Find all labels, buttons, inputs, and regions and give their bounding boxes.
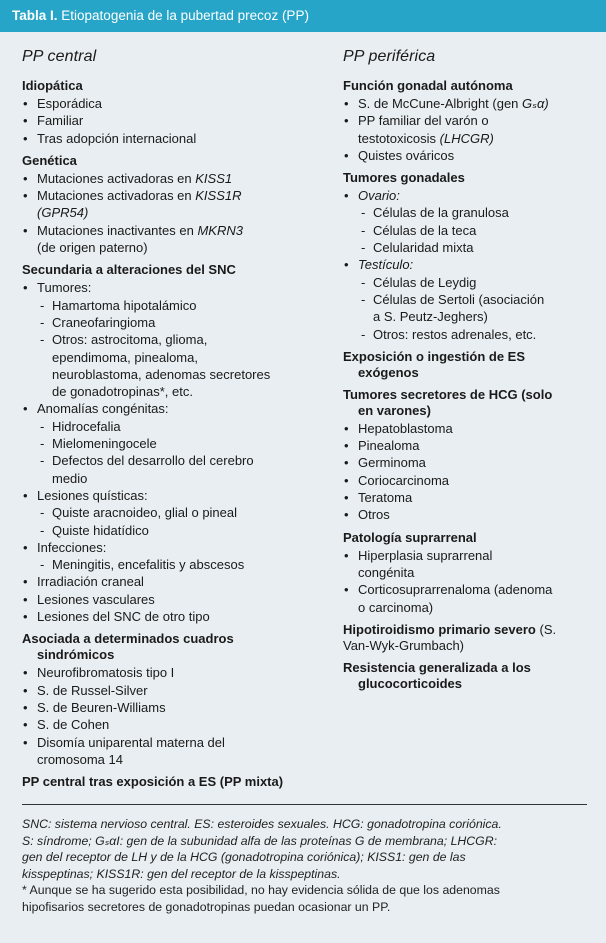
item-list bbox=[22, 170, 322, 256]
list-item: • PP familiar del varón o bbox=[343, 112, 598, 129]
list-item: ependimoma, pinealoma, bbox=[52, 349, 198, 365]
section bbox=[22, 631, 322, 768]
column-title: PP central bbox=[22, 48, 97, 65]
section bbox=[343, 660, 598, 692]
footnote-line: * Aunque se ha sugerido esta posibilidad, no hay evidencia sólida de que los adenomas bbox=[22, 883, 500, 897]
list-item bbox=[343, 256, 598, 273]
list-item: • S. de Beuren-Williams bbox=[22, 699, 322, 716]
section-heading-line: Exposición o ingestión de ES bbox=[343, 348, 526, 364]
list-item: • Tumores: bbox=[22, 279, 322, 296]
section-heading-line: Idiopática bbox=[22, 78, 83, 93]
italic-term: Gₛα) bbox=[522, 96, 549, 111]
section bbox=[343, 622, 598, 654]
item-list bbox=[22, 664, 322, 768]
list-item: • Germinoma bbox=[343, 454, 598, 471]
footnote bbox=[22, 882, 588, 915]
list-item: testotoxicosis (LHCGR) bbox=[358, 130, 494, 146]
list-item: • S. de Cohen bbox=[22, 716, 322, 733]
column-pp-central bbox=[22, 32, 322, 796]
italic-term: Ovario: bbox=[358, 188, 400, 204]
table-columns bbox=[0, 32, 606, 792]
section-heading bbox=[22, 631, 322, 663]
abbreviation-line: S: síndrome; GₛαI: gen de la subunidad alfa de las proteínas G de membrana; LHCGR: bbox=[22, 833, 498, 848]
abbreviation-line: gen del receptor de LH y de la HCG (gonadotropina coriónica); KISS1: gen de las bbox=[22, 850, 466, 864]
section-heading bbox=[343, 170, 598, 186]
list-item: medio bbox=[52, 470, 88, 486]
list-item: • Neurofibromatosis tipo I bbox=[22, 664, 322, 681]
section-heading-extra: Van-Wyk-Grumbach) bbox=[343, 637, 464, 653]
sections-left bbox=[22, 78, 322, 790]
section-heading-line: exógenos bbox=[358, 364, 419, 380]
section bbox=[343, 78, 598, 164]
list-item: • Irradiación craneal bbox=[22, 573, 322, 590]
abbreviation-line: kisspeptinas; KISS1R: gen del receptor de la kisspeptinas. bbox=[22, 866, 341, 881]
list-item: - Células de Sertoli (asociación bbox=[343, 291, 598, 308]
section-heading-line: PP central tras exposición a ES (PP mixta) bbox=[22, 774, 284, 790]
list-item: • Hiperplasia suprarrenal bbox=[343, 547, 598, 564]
section-heading-line: Asociada a determinados cuadros bbox=[22, 631, 234, 647]
item-list bbox=[343, 420, 598, 524]
section-heading bbox=[343, 78, 598, 94]
list-item: • Lesiones vasculares bbox=[22, 591, 322, 608]
section-heading-line: Resistencia generalizada a los bbox=[343, 659, 531, 675]
list-item: • Quistes ováricos bbox=[343, 147, 598, 164]
list-item: • S. de McCune-Albright (gen Gₛα) bbox=[343, 95, 598, 112]
list-item: - Celularidad mixta bbox=[343, 239, 598, 256]
list-item: - Hidrocefalia bbox=[22, 418, 322, 435]
list-item: • Familiar bbox=[22, 112, 322, 129]
abbreviation-line: SNC: sistema nervioso central. ES: esteroides sexuales. HCG: gonadotropina coriónica. bbox=[22, 817, 502, 831]
sections-right bbox=[343, 78, 598, 692]
section-heading-line: Genética bbox=[22, 152, 77, 168]
list-item: - Otros: restos adrenales, etc. bbox=[343, 326, 598, 343]
italic-term: KISS1 bbox=[195, 170, 233, 186]
section bbox=[22, 262, 322, 625]
section-heading bbox=[22, 153, 322, 169]
list-item: • Mutaciones activadoras en KISS1 bbox=[22, 170, 322, 187]
list-item: • Otros bbox=[343, 506, 598, 523]
italic-term: KISS1R bbox=[195, 188, 242, 204]
column-title: PP periférica bbox=[343, 48, 436, 65]
list-item: cromosoma 14 bbox=[37, 751, 123, 767]
section-heading-line: Tumores secretores de HCG (solo bbox=[343, 386, 553, 402]
section-heading bbox=[22, 262, 322, 278]
section-heading bbox=[22, 78, 322, 94]
section bbox=[22, 774, 322, 790]
italic-term: MKRN3 bbox=[197, 222, 243, 238]
list-item: - Defectos del desarrollo del cerebro bbox=[22, 452, 322, 469]
list-item: - Células de la teca bbox=[343, 222, 598, 239]
list-item: • Teratoma bbox=[343, 489, 598, 506]
list-item: • Lesiones del SNC de otro tipo bbox=[22, 608, 322, 625]
item-list bbox=[22, 279, 322, 625]
footer-divider bbox=[22, 804, 587, 805]
list-item: • Esporádica bbox=[22, 95, 322, 112]
list-item: congénita bbox=[358, 564, 415, 580]
section bbox=[22, 78, 322, 147]
table-title: Etiopatogenia de la pubertad precoz (PP) bbox=[61, 8, 309, 23]
list-item: • Tras adopción internacional bbox=[22, 130, 322, 147]
footnote-line: hipofisarios secretores de gonadotropinas puedan ocasionar un PP. bbox=[22, 899, 391, 914]
section-heading bbox=[343, 530, 598, 546]
section-heading bbox=[343, 660, 598, 692]
list-item bbox=[22, 204, 322, 221]
section bbox=[343, 349, 598, 381]
list-item: • Lesiones quísticas: bbox=[22, 487, 322, 504]
section-heading-line: sindrómicos bbox=[37, 647, 115, 663]
section-heading-line: glucocorticoides bbox=[358, 675, 463, 691]
list-item: • Disomía uniparental materna del bbox=[22, 734, 322, 751]
list-item: • Corticosuprarrenaloma (adenoma bbox=[343, 581, 598, 598]
list-item: - Células de la granulosa bbox=[343, 204, 598, 221]
section-heading-line: Función gonadal autónoma bbox=[343, 78, 513, 93]
section-heading-line: en varones) bbox=[358, 402, 431, 418]
italic-term: Testículo: bbox=[358, 257, 414, 273]
list-item: neuroblastoma, adenomas secretores bbox=[52, 366, 271, 382]
section bbox=[343, 530, 598, 616]
list-item: a S. Peutz-Jeghers) bbox=[373, 309, 488, 325]
section-heading bbox=[343, 387, 598, 419]
section bbox=[22, 153, 322, 256]
item-list bbox=[343, 547, 598, 616]
list-item: • Mutaciones activadoras en KISS1R bbox=[22, 187, 322, 204]
list-item: • Infecciones: bbox=[22, 539, 322, 556]
list-item: (de origen paterno) bbox=[37, 240, 148, 256]
section bbox=[343, 387, 598, 524]
list-item: - Hamartoma hipotalámico bbox=[22, 297, 322, 314]
section-heading-line: Patología suprarrenal bbox=[343, 529, 477, 545]
item-list bbox=[343, 95, 598, 164]
section bbox=[343, 170, 598, 343]
table-footnotes bbox=[22, 816, 588, 915]
list-item: • Anomalías congénitas: bbox=[22, 400, 322, 417]
list-item: - Meningitis, encefalitis y abscesos bbox=[22, 556, 322, 573]
column-pp-periferica bbox=[343, 32, 598, 698]
list-item: - Craneofaringioma bbox=[22, 314, 322, 331]
list-item: - Células de Leydig bbox=[343, 274, 598, 291]
list-item: • S. de Russel-Silver bbox=[22, 682, 322, 699]
list-item: • Pinealoma bbox=[343, 437, 598, 454]
section-heading bbox=[343, 622, 598, 654]
list-item: - Otros: astrocitoma, glioma, bbox=[22, 331, 322, 348]
list-item: • Coriocarcinoma bbox=[343, 472, 598, 489]
list-item: • Mutaciones inactivantes en MKRN3 bbox=[22, 222, 322, 239]
italic-term: (GPR54) bbox=[37, 205, 89, 221]
section-heading-line: Tumores gonadales bbox=[343, 170, 465, 186]
section-heading bbox=[343, 349, 598, 381]
list-item: o carcinoma) bbox=[358, 599, 434, 615]
item-list bbox=[343, 187, 598, 343]
list-item bbox=[343, 187, 598, 204]
list-item: - Quiste hidatídico bbox=[22, 522, 322, 539]
section-heading-extra: (S. bbox=[535, 621, 557, 637]
list-item: - Mielomeningocele bbox=[22, 435, 322, 452]
section-heading-line: Secundaria a alteraciones del SNC bbox=[22, 262, 236, 278]
section-heading bbox=[22, 774, 322, 790]
table-header bbox=[0, 0, 606, 32]
section-heading-line: Hipotiroidismo primario severo (S. bbox=[343, 621, 557, 637]
item-list bbox=[22, 95, 322, 147]
abbreviations bbox=[22, 816, 588, 882]
list-item: - Quiste aracnoideo, glial o pineal bbox=[22, 504, 322, 521]
table-label: Tabla I. bbox=[12, 8, 58, 23]
list-item: de gonadotropinas*, etc. bbox=[52, 384, 193, 400]
list-item: • Hepatoblastoma bbox=[343, 420, 598, 437]
italic-term: (LHCGR) bbox=[439, 130, 494, 146]
